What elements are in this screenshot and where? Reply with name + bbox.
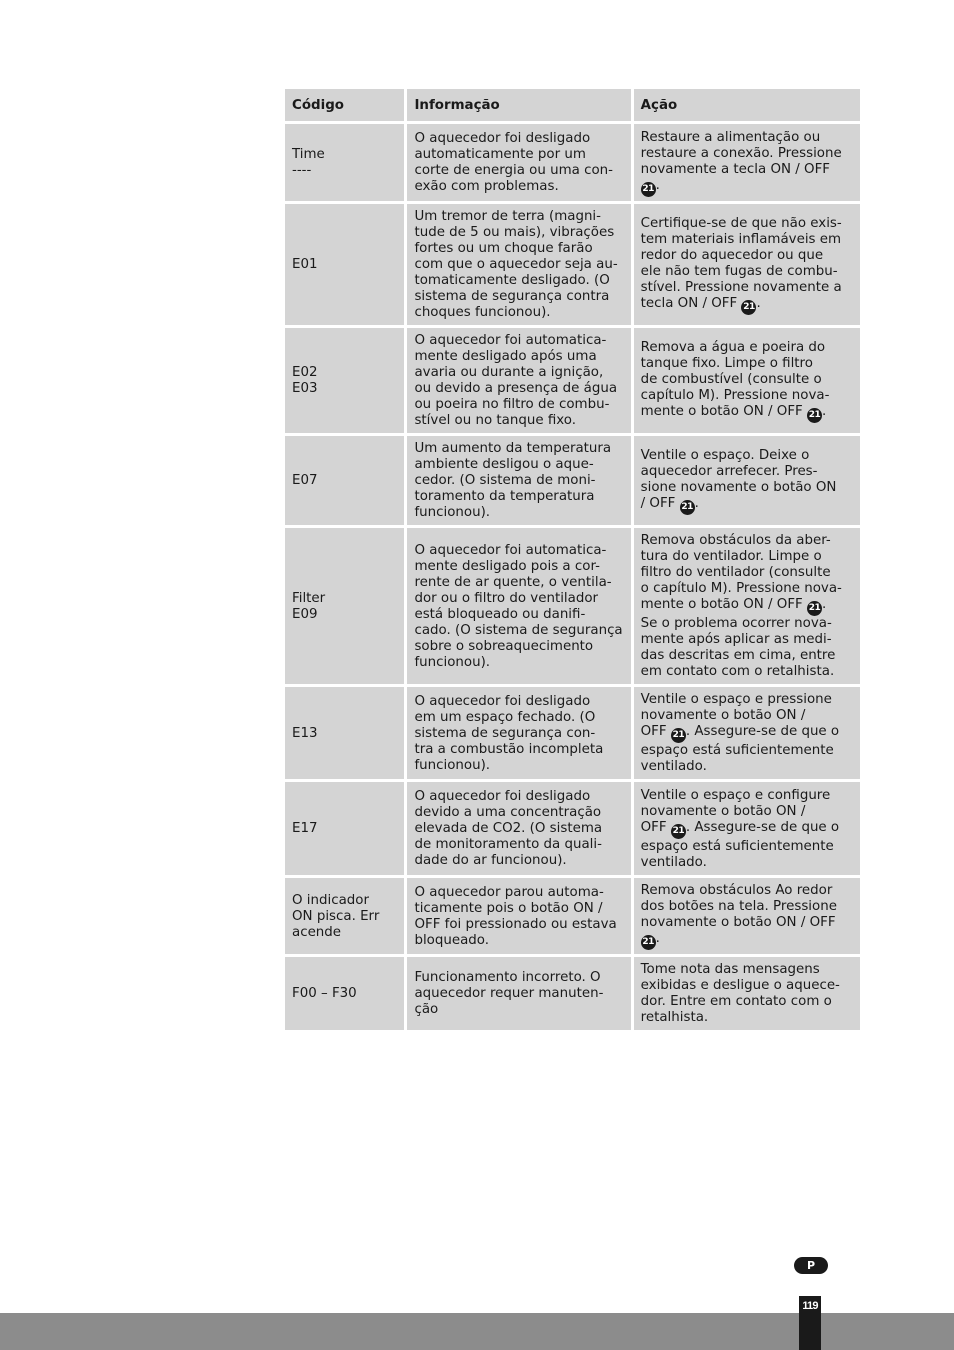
table-row	[285, 204, 860, 325]
action-text: Ventile o espaço e pressione novamente o botão ON / OFF	[640, 692, 832, 739]
action-text-continued: .	[655, 931, 660, 946]
language-badge: P	[794, 1257, 828, 1274]
cell-action	[634, 436, 860, 525]
cell-code: E17	[285, 782, 404, 875]
action-text: Tome nota das mensagens exibidas e desligue o aquece- dor. Entre em contato com o retalhista.	[640, 962, 840, 1025]
cell-action	[634, 204, 860, 325]
cell-code: E07	[285, 436, 404, 525]
cell-code: O indicador ON pisca. Err acende	[285, 878, 404, 954]
table-header-row	[285, 89, 860, 121]
cell-code: E01	[285, 204, 404, 325]
on-off-key-21-icon: 21	[807, 408, 822, 423]
on-off-key-21-icon: 21	[680, 500, 695, 515]
action-text-continued: .	[756, 295, 761, 311]
table-row	[285, 687, 860, 779]
action-text: Remova obstáculos Ao redor dos botões na tela. Pressione novamente o botão ON / OFF	[640, 883, 837, 930]
cell-code: Time ----	[285, 124, 404, 201]
cell-action	[634, 957, 860, 1030]
header-acao: Ação	[634, 89, 860, 121]
cell-info: Um aumento da temperatura ambiente desligou o aque- cedor. (O sistema de moni- toramento da temperatura funcionou).	[407, 436, 630, 525]
action-text: Remova a água e poeira do tanque fixo. Limpe o filtro de combustível (consulte o capítulo M). Pressione nova- mente o botão ON / OFF	[640, 339, 830, 419]
table-row	[285, 528, 860, 684]
cell-action	[634, 528, 860, 684]
cell-info: O aquecedor foi automatica- mente desligado pois a cor- rente de ar quente, o ventila- dor ou o filtro do ventilador está bloqueado ou danifi- cado. (O sistema de segurança sobre o sobreaquecimento funcionou).	[407, 528, 630, 684]
action-text: Ventile o espaço e configure novamente o botão ON / OFF	[640, 787, 831, 835]
action-text-continued: .	[694, 495, 699, 511]
header-codigo: Código	[285, 89, 404, 121]
on-off-key-21-icon: 21	[671, 824, 686, 839]
cell-info: O aquecedor parou automa- ticamente pois o botão ON / OFF foi pressionado ou estava bloqueado.	[407, 878, 630, 954]
cell-code: F00 – F30	[285, 957, 404, 1030]
cell-action	[634, 328, 860, 433]
table-row	[285, 782, 860, 875]
cell-code: Filter E09	[285, 528, 404, 684]
table-row	[285, 957, 860, 1030]
cell-info: O aquecedor foi desligado em um espaço fechado. (O sistema de segurança con- tra a combustão incompleta funcionou).	[407, 687, 630, 779]
cell-action	[634, 687, 860, 779]
table-row	[285, 436, 860, 525]
action-text-continued: . Assegure-se de que o espaço está suficientemente ventilado.	[640, 819, 840, 870]
action-text: Ventile o espaço. Deixe o aquecedor arrefecer. Pres- sione novamente o botão ON / OFF	[640, 447, 837, 511]
cell-action	[634, 782, 860, 875]
cell-action	[634, 124, 860, 201]
cell-info: O aquecedor foi automatica- mente desligado após uma avaria ou durante a ignição, ou devido a presença de água ou poeira no filtro de combu- stível ou no tanque fixo.	[407, 328, 630, 433]
table-row	[285, 328, 860, 433]
action-text: Restaure a alimentação ou restaure a conexão. Pressione novamente a tecla ON / OFF	[640, 129, 842, 177]
table-row	[285, 124, 860, 201]
on-off-key-21-icon: 21	[807, 601, 822, 616]
table-row	[285, 878, 860, 954]
cell-code: E02 E03	[285, 328, 404, 433]
action-text: Certifique-se de que não exis- tem materiais inflamáveis em redor do aquecedor ou que ele não tem fugas de combu- stível. Pressione novamente a tecla ON / OFF	[640, 215, 842, 311]
action-text-continued: . Se o problema ocorrer nova- mente após aplicar as medi- das descritas em cima, entre em contato com o retalhista.	[640, 597, 836, 679]
error-code-table	[282, 86, 863, 1033]
action-text-continued: .	[821, 403, 827, 419]
on-off-key-21-icon: 21	[671, 728, 686, 743]
action-text-continued: .	[655, 177, 660, 193]
cell-info: O aquecedor foi desligado devido a uma concentração elevada de CO2. (O sistema de monitoramento da quali- dade do ar funcionou).	[407, 782, 630, 875]
action-text: Remova obstáculos da aber- tura do ventilador. Limpe o filtro do ventilador (consulte o capítulo M). Pressione nova- mente o botão ON / OFF	[640, 533, 842, 612]
cell-info: Um tremor de terra (magni- tude de 5 ou mais), vibrações fortes ou um choque farão com que o aquecedor seja au- tomaticamente desligado. (O sistema de segurança contra choques funcionou).	[407, 204, 630, 325]
cell-info: Funcionamento incorreto. O aquecedor requer manuten- ção	[407, 957, 630, 1030]
cell-action	[634, 878, 860, 954]
on-off-key-21-icon: 21	[641, 182, 656, 197]
cell-info: O aquecedor foi desligado automaticamente por um corte de energia ou uma con- exão com problemas.	[407, 124, 630, 201]
on-off-key-21-icon: 21	[641, 935, 656, 950]
action-text-continued: . Assegure-se de que o espaço está suficientemente ventilado.	[640, 724, 840, 774]
header-informacao: Informação	[407, 89, 630, 121]
page-number: 119	[802, 1300, 818, 1312]
cell-code: E13	[285, 687, 404, 779]
on-off-key-21-icon: 21	[741, 300, 756, 315]
